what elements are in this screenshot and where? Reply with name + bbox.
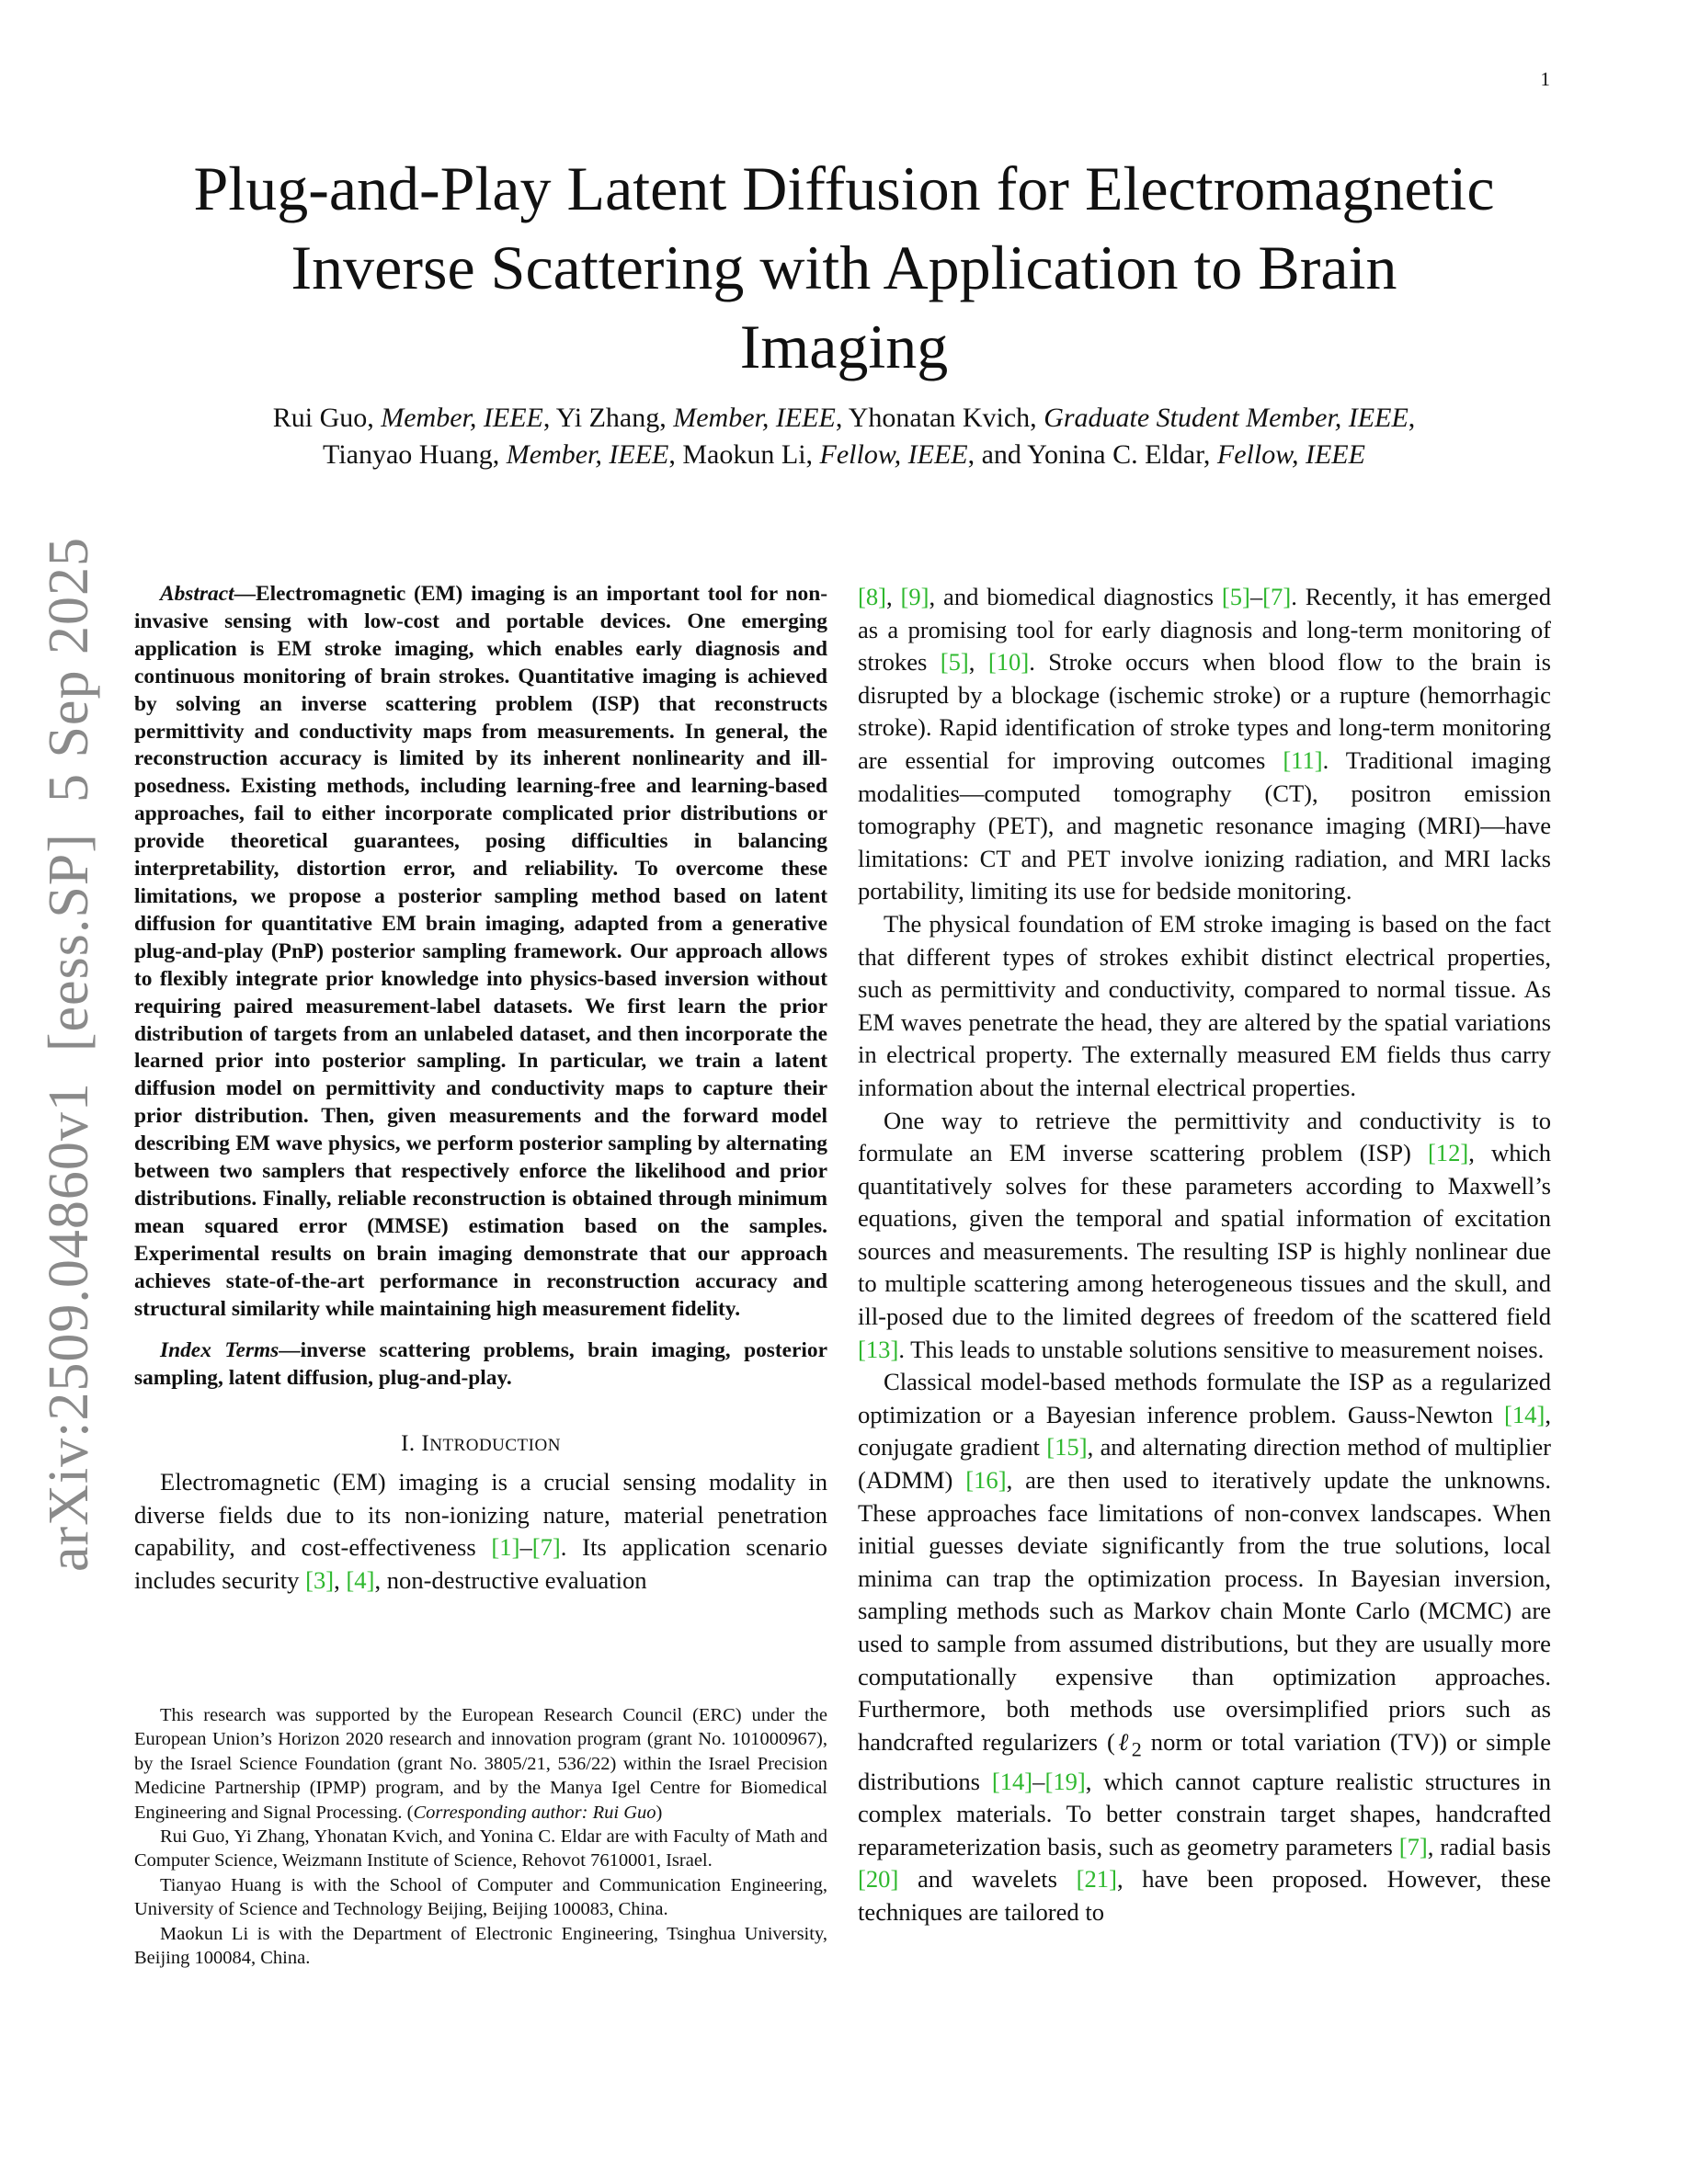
- citation-link[interactable]: [10]: [987, 648, 1030, 677]
- text-run: . This leads to unstable solutions sensitive to measurement noises.: [898, 1335, 1545, 1363]
- math-subscript: 2: [1131, 1737, 1142, 1761]
- arxiv-identifier-stamp: arXiv:2509.04860v1 [eess.SP] 5 Sep 2025: [38, 537, 100, 1572]
- author-name: , Yhonatan Kvich,: [835, 403, 1044, 433]
- author-name: , Maokun Li,: [668, 439, 820, 470]
- citation-link[interactable]: [8]: [858, 583, 887, 610]
- citation-link[interactable]: [1]: [491, 1533, 520, 1562]
- author-line-2: [101, 437, 1587, 473]
- text-run: and wavelets: [898, 1865, 1077, 1894]
- citation-link[interactable]: [19]: [1044, 1767, 1086, 1795]
- text-run: Electromagnetic (EM) imaging is a crucial sensing modality in diverse fields due to its non-ionizing nature, material penetration capability, and cost-effectiveness: [134, 1468, 827, 1562]
- text-run: , which cannot capture realistic structures in complex materials. To better constrain target shapes, handcrafted reparameterization basis, such as geometry parameters: [858, 1767, 1551, 1860]
- text-run: , radial basis: [1427, 1832, 1551, 1860]
- text-run: . Stroke occurs when blood flow to the brain is disrupted by a blockage (ischemic stroke) or a rupture (hemorrhagic stroke). Rapid identification of stroke types and long-term monitoring are essential for improving outcomes: [858, 648, 1551, 774]
- title-line-2: Inverse Scattering with Application to Brain: [291, 233, 1397, 302]
- section-numeral: I.: [401, 1431, 422, 1457]
- author-name: Tianyao Huang,: [323, 439, 507, 470]
- text-run: , non-destructive evaluation: [374, 1566, 647, 1595]
- page-number: 1: [1540, 68, 1550, 90]
- text-run: Classical model-based methods formulate the ISP as a regularized optimization or a Bayesian inference problem. Gauss-Newton: [858, 1368, 1551, 1428]
- footnote-affiliation-ustb: Tianyao Huang is with the School of Computer and Communication Engineering, University of Science and Technology Beijing, Beijing 100083, China.: [134, 1874, 827, 1920]
- footnote-affiliation-tsinghua: Maokun Li is with the Department of Electronic Engineering, Tsinghua University, Beijing 100084, China.: [134, 1923, 827, 1969]
- text-run: ,: [968, 648, 988, 677]
- author-role: Fellow, IEEE: [1216, 439, 1365, 470]
- citation-link[interactable]: [11]: [1283, 745, 1323, 774]
- text-run: One way to retrieve the permittivity and conductivity is to formulate an EM inverse scattering problem (ISP): [858, 1106, 1551, 1167]
- section-title-rest: NTRODUCTION: [429, 1436, 561, 1456]
- index-terms-text: —inverse scattering problems, brain imaging, posterior sampling, latent diffusion, plug-and-play.: [134, 1338, 828, 1391]
- intro-paragraph-4: [858, 1366, 1551, 1928]
- citation-link[interactable]: [16]: [965, 1466, 1007, 1495]
- text-run: –: [519, 1533, 532, 1562]
- citation-link[interactable]: [3]: [305, 1566, 335, 1595]
- author-role: Member, IEEE: [673, 403, 836, 433]
- author-name: Rui Guo,: [272, 403, 382, 433]
- citation-link[interactable]: [5]: [940, 648, 969, 677]
- author-list: [101, 400, 1587, 473]
- citation-link[interactable]: [15]: [1046, 1433, 1088, 1462]
- author-separator: ,: [1408, 403, 1416, 433]
- text-run: , and biomedical diagnostics: [929, 583, 1222, 610]
- author-role: Fellow, IEEE: [819, 439, 968, 470]
- math-ell-symbol: ℓ: [1114, 1727, 1132, 1756]
- intro-paragraph-2: The physical foundation of EM stroke imaging is based on the fact that different types of strokes exhibit distinct electrical properties, such as permittivity and conductivity, compared to normal tissue. As EM waves penetrate the head, they are altered by the spatial variations in electrical property. The externally measured EM fields thus carry information about the internal electrical properties.: [858, 909, 1551, 1101]
- citation-link[interactable]: [7]: [1398, 1832, 1428, 1860]
- footnote-affiliation-weizmann: Rui Guo, Yi Zhang, Yhonatan Kvich, and Yonina C. Eldar are with Faculty of Math and Computer Science, Weizmann Institute of Science, Rehovot 7610001, Israel.: [134, 1826, 827, 1871]
- author-name: , and Yonina C. Eldar,: [967, 439, 1217, 470]
- text-run: , have been proposed. However, these techniques are tailored to: [858, 1865, 1551, 1927]
- text-run: . Its application scenario includes security: [134, 1533, 827, 1595]
- text-run: norm or total variation (TV)) or simple distributions: [858, 1727, 1552, 1795]
- author-role: Graduate Student Member, IEEE: [1044, 403, 1409, 433]
- citation-link[interactable]: [4]: [346, 1566, 375, 1595]
- right-column: [858, 581, 1551, 1929]
- citation-link[interactable]: [14]: [1504, 1400, 1545, 1428]
- author-line-1: [101, 400, 1587, 437]
- intro-paragraph-1: [134, 1466, 827, 1597]
- text-run: This research was supported by the European Research Council (ERC) under the European Union’s Horizon 2020 research and innovation program (grant No. 101000967), by the Israel Science Foundation (grant No. 3805/21, 536/22) within the Israel Precision Medicine Partnership (IPMP) program, and by the Manya Igel Centre for Biomedical Engineering and Signal Processing. (: [134, 1705, 827, 1823]
- citation-link[interactable]: [20]: [858, 1865, 899, 1894]
- author-role: Member, IEEE: [506, 439, 669, 470]
- text-run: –: [1032, 1767, 1045, 1795]
- abstract: [134, 581, 827, 1323]
- text-run: . Recently, it has emerged as a promising tool for early diagnosis and long-term monitoring of strokes: [858, 583, 1552, 677]
- corresponding-author: Corresponding author: Rui Guo: [413, 1802, 656, 1823]
- title-line-3: Imaging: [739, 312, 949, 381]
- text-run: ,: [334, 1566, 347, 1595]
- paper-title: [101, 149, 1587, 386]
- citation-link[interactable]: [7]: [1262, 583, 1292, 610]
- section-first-letter: I: [421, 1431, 430, 1457]
- text-run: , are then used to iteratively update the unknowns. These approaches face limitations of non-convex landscapes. When initial guesses deviate significantly from the true solutions, local minima can trap the optimization process. In Bayesian inversion, sampling methods such as Markov chain Monte Carlo (MCMC) are used to sample from assumed distributions, but they are usually more computationally expensive than optimization approaches. Furthermore, both methods use oversimplified priors such as handcrafted regularizers (: [858, 1466, 1551, 1756]
- citation-link[interactable]: [12]: [1427, 1139, 1469, 1167]
- citation-link[interactable]: [7]: [531, 1533, 561, 1562]
- left-column: [134, 581, 827, 1598]
- citation-link[interactable]: [5]: [1221, 583, 1250, 610]
- text-run: ): [656, 1802, 663, 1823]
- text-run: , conjugate gradient: [858, 1400, 1551, 1462]
- abstract-label: Abstract: [160, 582, 234, 606]
- text-run: , and alternating direction method of multiplier (ADMM): [858, 1433, 1551, 1495]
- citation-link[interactable]: [13]: [858, 1335, 899, 1363]
- section-heading-introduction: [134, 1431, 827, 1457]
- text-run: –: [1249, 583, 1263, 610]
- author-name: , Yi Zhang,: [542, 403, 674, 433]
- text-run: , which quantitatively solves for these parameters according to Maxwell’s equations, given the temporal and spatial information of excitation sources and measurements. The resulting ISP is highly nonlinear due to multiple scattering among heterogeneous tissues and the skull, and ill-posed due to the limited degrees of freedom of the scattered field: [858, 1139, 1551, 1331]
- footnote-funding: [134, 1703, 827, 1825]
- intro-paragraph-3: [858, 1105, 1551, 1367]
- author-role: Member, IEEE: [381, 403, 543, 433]
- footnotes: [134, 1703, 827, 1970]
- citation-link[interactable]: [9]: [900, 583, 930, 610]
- text-run: ,: [886, 583, 901, 610]
- index-terms-label: Index Terms: [160, 1338, 279, 1363]
- text-run: . Traditional imaging modalities—computed tomography (CT), positron emission tomography (PET), and magnetic resonance imaging (MRI)—have limitations: CT and PET involve ionizing radiation, and MRI lacks portability, limiting its use for bedside monitoring.: [858, 745, 1551, 905]
- title-line-1: Plug-and-Play Latent Diffusion for Electromagnetic: [193, 154, 1495, 223]
- citation-link[interactable]: [14]: [991, 1767, 1033, 1795]
- index-terms: [134, 1337, 827, 1393]
- citation-link[interactable]: [21]: [1076, 1865, 1117, 1894]
- abstract-text: —Electromagnetic (EM) imaging is an important tool for non-invasive sensing with low-cost and portable devices. One emerging application is EM stroke imaging, which enables early diagnosis and continuous monitoring of brain strokes. Quantitative imaging is achieved by solving an inverse scattering problem (ISP) that reconstructs permittivity and conductivity maps from measurements. In general, the reconstruction accuracy is limited by its inherent nonlinearity and ill-posedness. Existing methods, including learning-free and learning-based approaches, fail to either incorporate complicated prior distributions or provide theoretical guarantees, posing difficulties in balancing interpretability, distortion error, and reliability. To overcome these limitations, we propose a posterior sampling method based on latent diffusion for quantitative EM brain imaging, adapted from a generative plug-and-play (PnP) posterior sampling framework. Our approach allows to flexibly integrate prior knowledge into physics-based inversion without requiring paired measurement-label datasets. We first learn the prior distribution of targets from an unlabeled dataset, and then incorporate the learned prior into posterior sampling. In particular, we train a latent diffusion model on permittivity and conductivity maps to capture their prior distribution. Then, given measurements and the forward model describing EM wave physics, we perform posterior sampling by alternating between two samplers that respectively enforce the likelihood and prior distributions. Finally, reliable reconstruction is obtained through minimum mean squared error (MMSE) estimation based on the samples. Experimental results on brain imaging demonstrate that our approach achieves state-of-the-art performance in reconstruction accuracy and structural similarity while maintaining high measurement fidelity.: [134, 582, 827, 1321]
- intro-paragraph-1-continued: [858, 581, 1551, 908]
